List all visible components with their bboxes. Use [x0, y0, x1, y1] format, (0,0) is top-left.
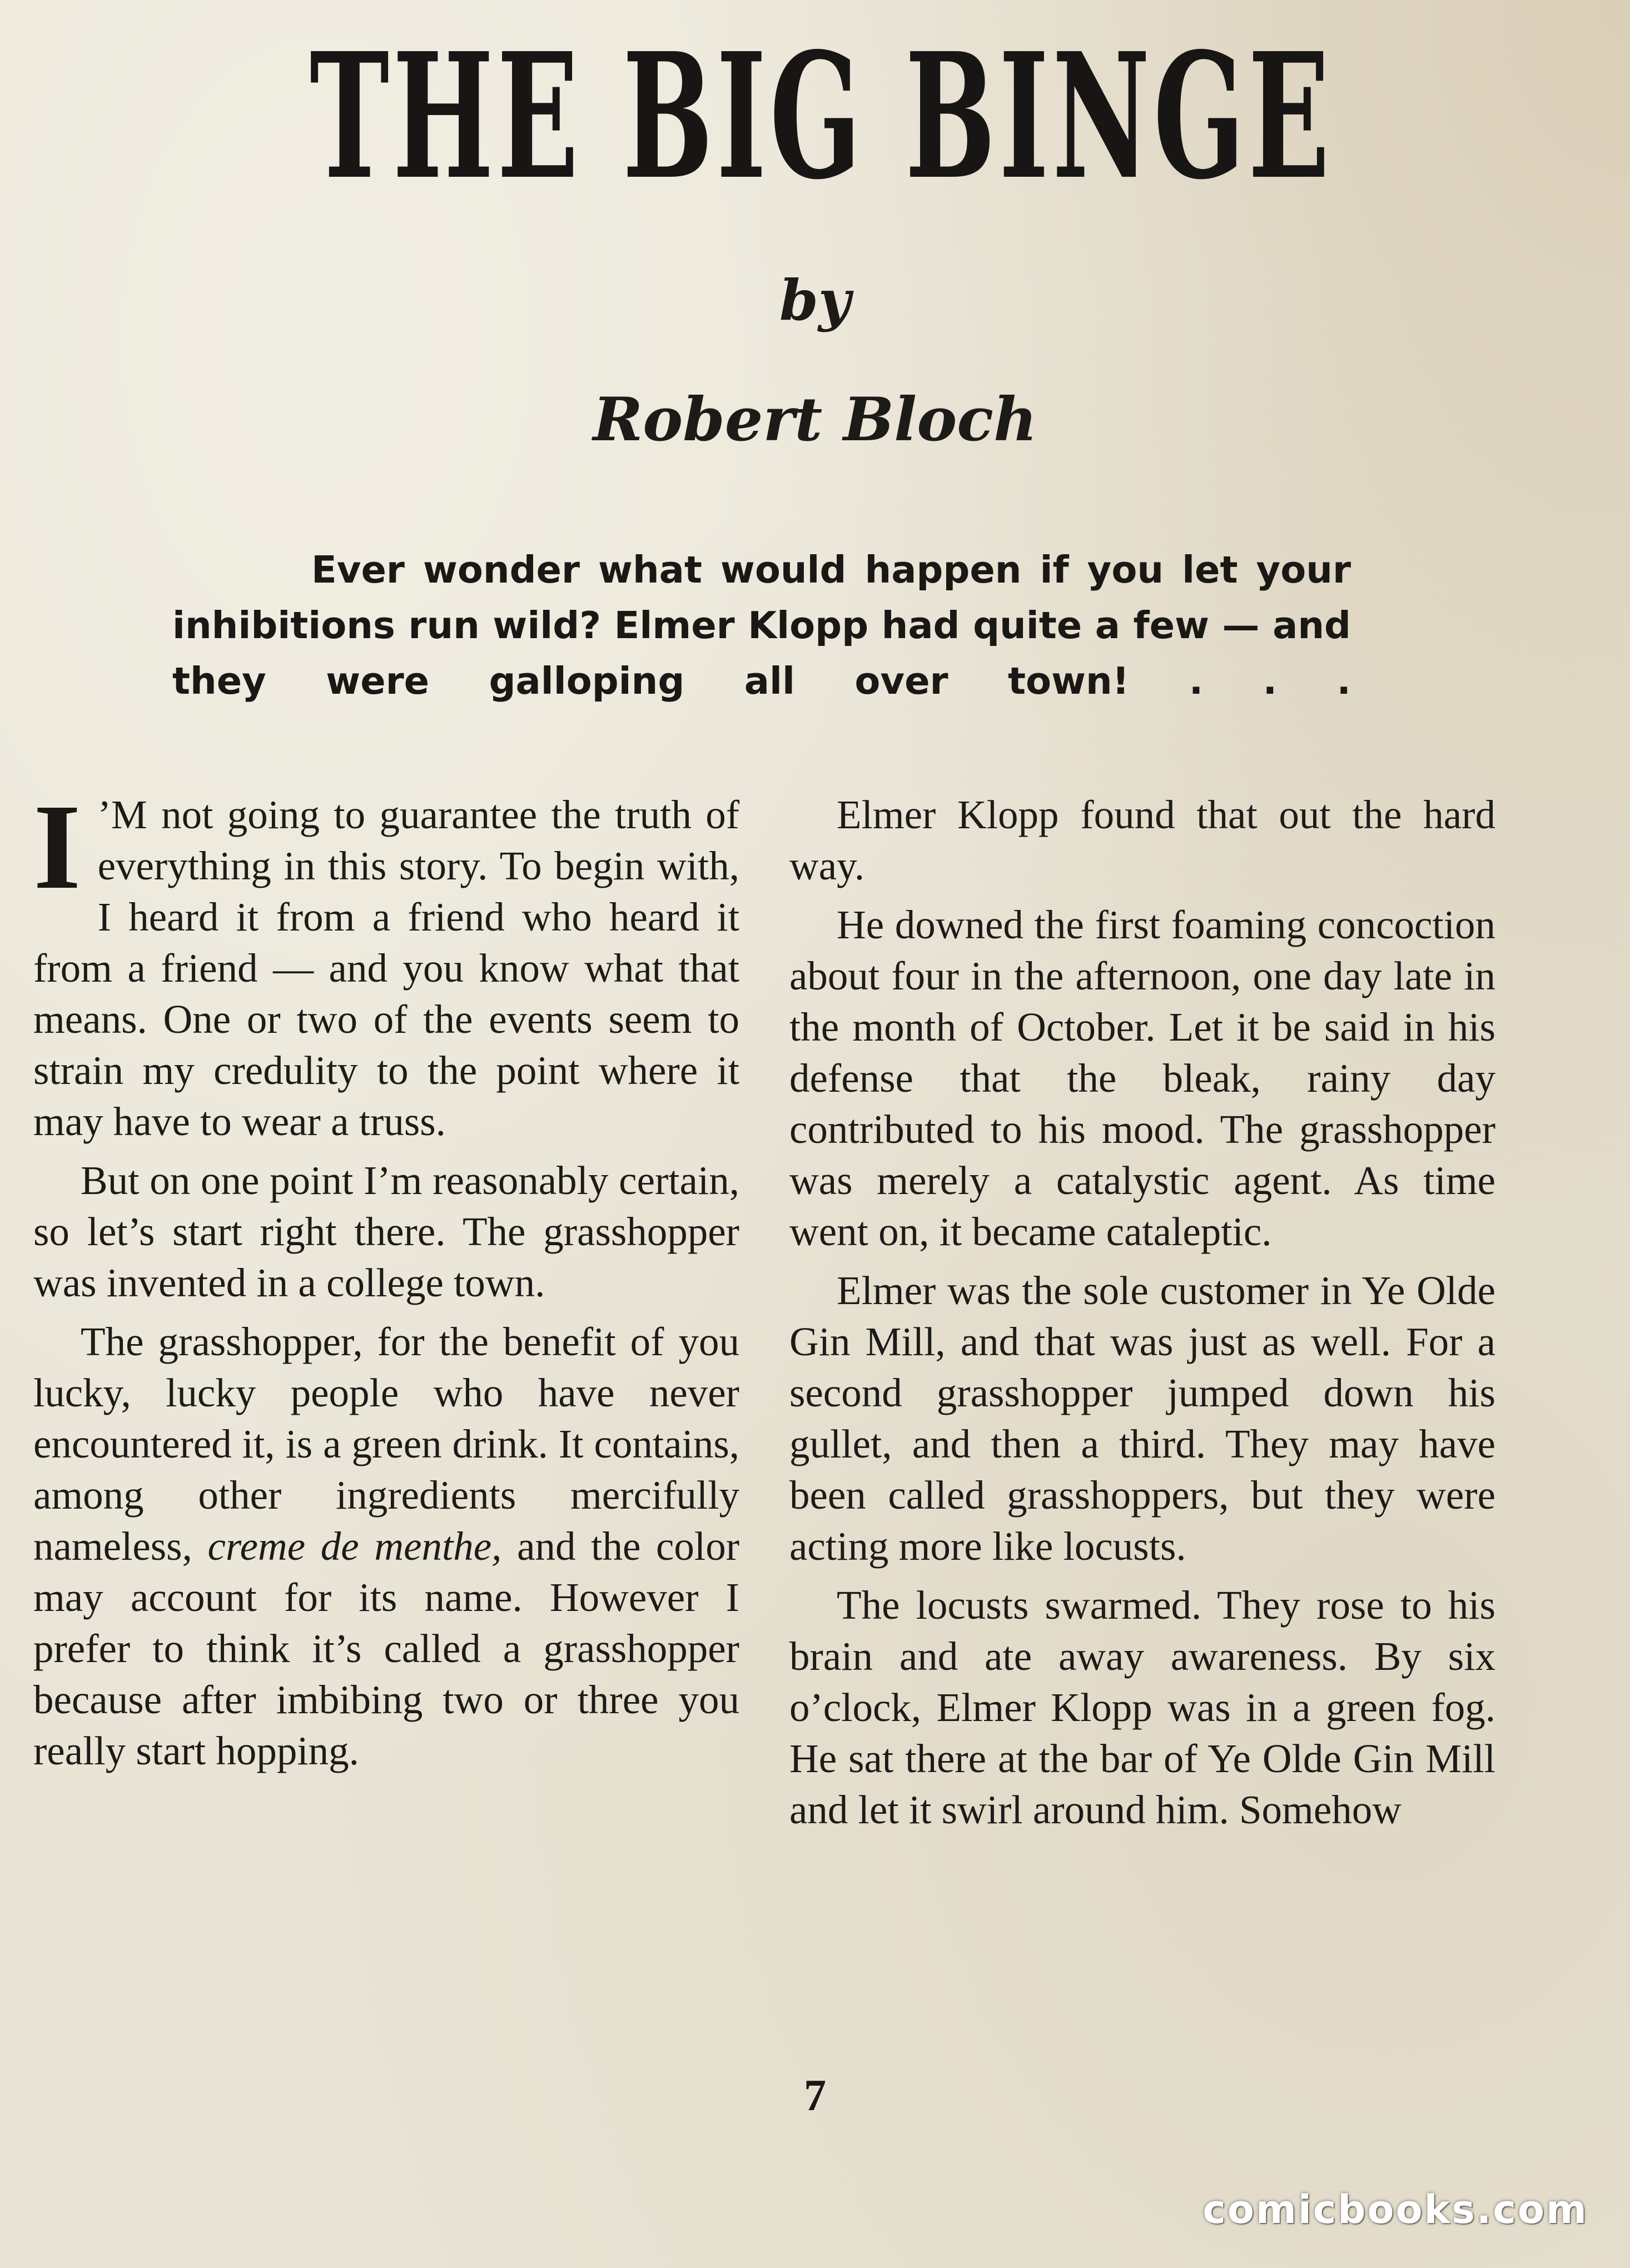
left-column	[33, 779, 740, 1784]
blurb-text: Ever wonder what would happen if you let your inhibitions run wild? Elmer Klopp had quite a few — and they were galloping all over town! . . .	[172, 548, 1351, 703]
paragraph: The locusts swarmed. They rose to his brain and ate away awareness. By six o’clock, Elmer Klopp was in a green fog. He sat there at the bar of Ye Olde Gin Mill and let it swirl around him. Somehow	[789, 1583, 1495, 1832]
drop-cap: I	[33, 779, 81, 914]
paragraph-text: and the color may account for its name. However I prefer to think it’s called a grasshopper because after imbibing two or three you really start hopping.	[33, 1524, 740, 1773]
paragraph: Elmer Klopp found that out the hard way.	[789, 792, 1495, 888]
story-title: THE BIG BINGE	[310, 16, 1333, 218]
paragraph-text: ’M not going to guarantee the truth of everything in this story. To begin with, I heard it from a friend who heard it from a friend — and you know what that means. One or two of the events seem to strain my credulity to the point where it may have to wear a truss.	[33, 792, 739, 1144]
paragraph	[33, 779, 739, 1147]
author-name: Robert Bloch	[593, 385, 1037, 455]
paragraph-text: The grasshopper, for the benefit of you lucky, lucky people who have never encountered it, is a green drink. It contains, among other ingredients mercifully nameless,	[33, 1319, 739, 1569]
paragraph: But on one point I’m reasonably certain, so let’s start right there. The grasshopper was invented in a college town.	[33, 1158, 739, 1305]
site-watermark: comicbooks.com	[1202, 2187, 1588, 2232]
story-blurb	[172, 542, 1351, 709]
page-number: 7	[804, 2071, 826, 2120]
paragraph: He downed the first foaming concoction about four in the afternoon, one day late in the month of October. Let it be said in his defense that the bleak, rainy day contributed to his mood. The grasshopper was merely a catalystic agent. As time went on, it became cataleptic.	[789, 902, 1495, 1254]
byline: by	[779, 267, 851, 333]
italic-text: creme de menthe,	[207, 1524, 502, 1569]
paragraph	[33, 1316, 739, 1777]
paragraph: Elmer was the sole customer in Ye Olde Gin Mill, and that was just as well. For a second grasshopper jumped down his gullet, and then a third. They may have been called grasshoppers, but they were acting more like locusts.	[789, 1268, 1495, 1569]
right-column	[789, 789, 1495, 1843]
